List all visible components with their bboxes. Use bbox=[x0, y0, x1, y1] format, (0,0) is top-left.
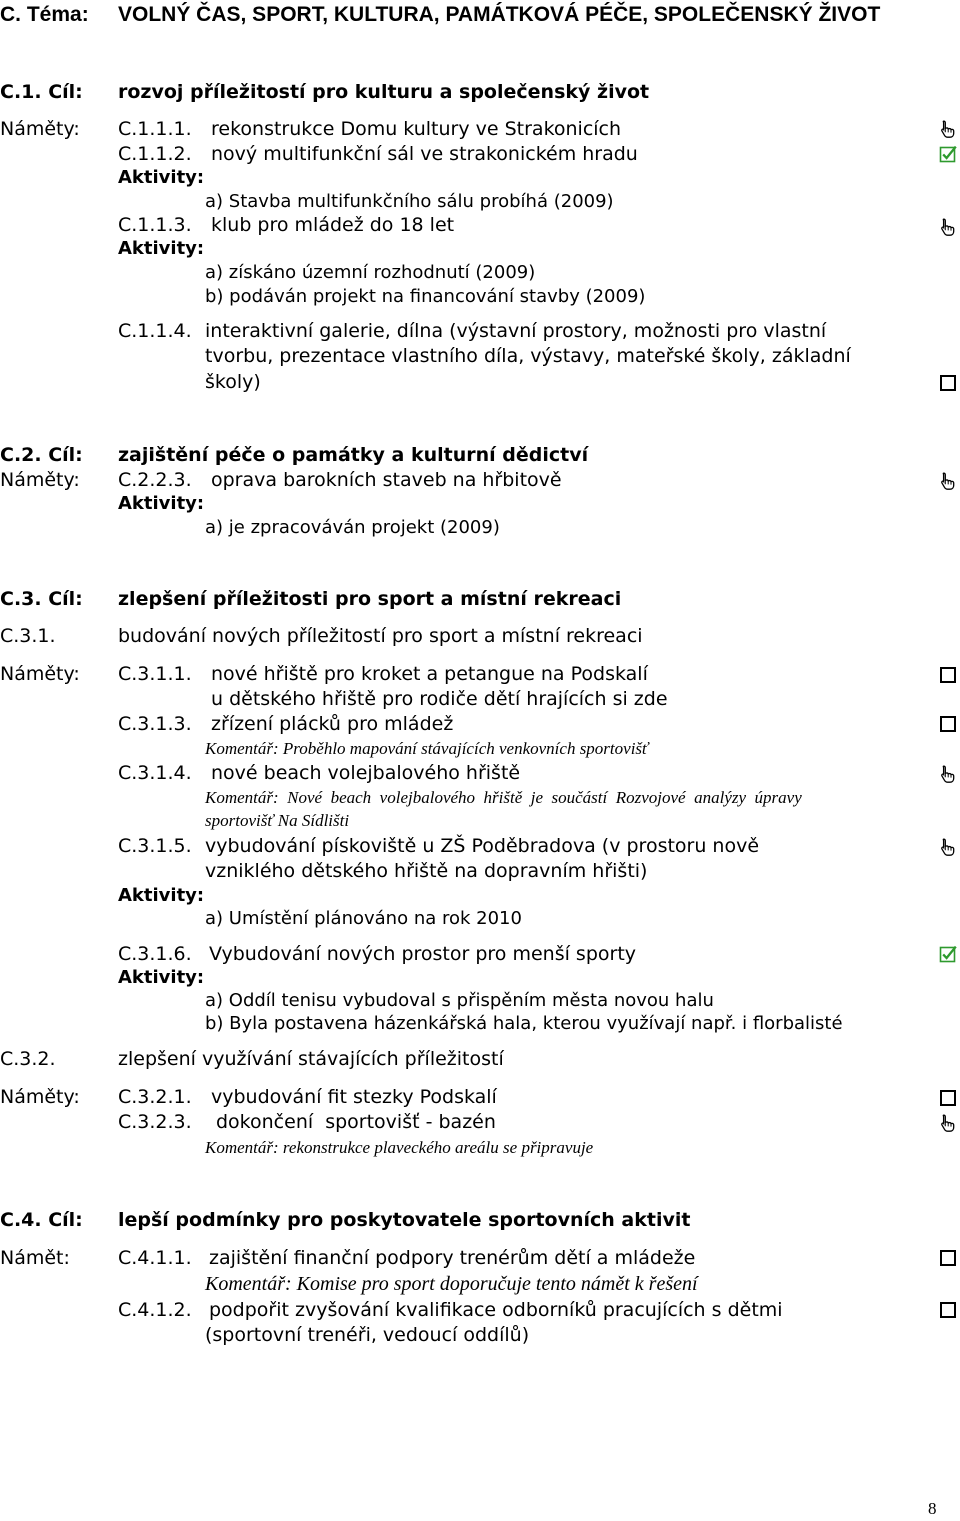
goal-c2-label: C.2. Cíl: bbox=[0, 444, 83, 466]
pointing-hand-icon bbox=[939, 472, 957, 490]
empty-checkbox-icon bbox=[939, 1301, 957, 1319]
pointing-hand-icon bbox=[939, 1114, 957, 1132]
comment-text: Komentář: Proběhlo mapování stávajících venkovních sportovišť bbox=[205, 739, 649, 758]
checked-box-icon bbox=[939, 145, 957, 163]
empty-checkbox-icon bbox=[939, 1089, 957, 1107]
activity-text: a) Oddíl tenisu vybudoval s přispěním města novou halu bbox=[205, 990, 714, 1011]
item-text-line: tvorbu, prezentace vlastního díla, výstavy, mateřské školy, základní bbox=[205, 345, 851, 367]
goal-c1-title: rozvoj příležitostí pro kulturu a společenský život bbox=[118, 81, 650, 103]
topic-label: C. Téma: bbox=[0, 3, 89, 26]
page-number: 8 bbox=[928, 1499, 937, 1518]
comment-text: sportovišť Na Sídlišti bbox=[205, 811, 350, 830]
item-text: nové beach volejbalového hřiště bbox=[211, 762, 521, 784]
item-text: oprava barokních staveb na hřbitově bbox=[211, 469, 562, 491]
pointing-hand-icon bbox=[939, 218, 957, 236]
activity-text: b) Byla postavena házenkářská hala, kterou využívají např. i florbalisté bbox=[205, 1013, 843, 1034]
item-code: C.1.1.2. bbox=[118, 143, 192, 165]
goal-c4-title: lepší podmínky pro poskytovatele sportovních aktivit bbox=[118, 1209, 691, 1231]
item-text: klub pro mládež do 18 let bbox=[211, 214, 455, 236]
item-code: C.4.1.1. bbox=[118, 1247, 192, 1269]
empty-checkbox-icon bbox=[939, 666, 957, 684]
empty-checkbox-icon bbox=[939, 1249, 957, 1267]
subgoal-code: C.3.2. bbox=[0, 1048, 56, 1070]
activity-text: a) je zpracováván projekt (2009) bbox=[205, 517, 500, 538]
item-code: C.1.1.4. bbox=[118, 320, 192, 342]
item-text-line: vybudování pískoviště u ZŠ Poděbradova (v prostoru nově bbox=[205, 835, 760, 857]
comment-text: Komentář: Nové beach volejbalového hřiště je součástí Rozvojové analýzy úpravy bbox=[205, 788, 802, 807]
goal-c3-label: C.3. Cíl: bbox=[0, 588, 83, 610]
item-text: nový multifunkční sál ve strakonickém hradu bbox=[211, 143, 638, 165]
topic-title: VOLNÝ ČAS, SPORT, KULTURA, PAMÁTKOVÁ PÉČE, SPOLEČENSKÝ ŽIVOT bbox=[118, 3, 881, 26]
activity-text: b) podáván projekt na financování stavby (2009) bbox=[205, 286, 646, 307]
activity-text: a) Umístění plánováno na rok 2010 bbox=[205, 908, 522, 929]
item-text-line: interaktivní galerie, dílna (výstavní prostory, možnosti pro vlastní bbox=[205, 320, 827, 342]
empty-checkbox-icon bbox=[939, 374, 957, 392]
pointing-hand-icon bbox=[939, 120, 957, 138]
activities-label: Aktivity: bbox=[118, 967, 205, 988]
comment-text: Komentář: rekonstrukce plaveckého areálu se připravuje bbox=[205, 1138, 594, 1157]
item-code: C.3.1.5. bbox=[118, 835, 192, 857]
themes-label: Náměty: bbox=[0, 469, 80, 491]
item-code: C.4.1.2. bbox=[118, 1299, 192, 1321]
item-text-line: podpořit zvyšování kvalifikace odborníků pracujících s dětmi bbox=[209, 1299, 783, 1321]
themes-label: Náměty: bbox=[0, 1086, 80, 1108]
subgoal-title: budování nových příležitostí pro sport a místní rekreaci bbox=[118, 625, 643, 647]
item-code: C.2.2.3. bbox=[118, 469, 192, 491]
activities-label: Aktivity: bbox=[118, 493, 205, 514]
goal-c2-title: zajištění péče o památky a kulturní dědictví bbox=[118, 444, 589, 466]
comment-text: Komentář: Komise pro sport doporučuje tento námět k řešení bbox=[205, 1273, 698, 1295]
item-text: zřízení plácků pro mládež bbox=[211, 713, 454, 735]
item-code: C.1.1.3. bbox=[118, 214, 192, 236]
item-code: C.1.1.1. bbox=[118, 118, 192, 140]
activities-label: Aktivity: bbox=[118, 238, 205, 259]
goal-c3-title: zlepšení příležitosti pro sport a místní rekreaci bbox=[118, 588, 622, 610]
item-text-line: nové hřiště pro kroket a petangue na Podskalí bbox=[211, 663, 648, 685]
item-code: C.3.2.3. bbox=[118, 1111, 192, 1133]
item-code: C.3.2.1. bbox=[118, 1086, 192, 1108]
item-text: vybudování fit stezky Podskalí bbox=[211, 1086, 497, 1108]
item-text: zajištění finanční podpory trenérům dětí a mládeže bbox=[209, 1247, 696, 1269]
themes-label: Náměty: bbox=[0, 118, 80, 140]
themes-label: Náměty: bbox=[0, 663, 80, 685]
item-text-line: u dětského hřiště pro rodiče dětí hrajících si zde bbox=[211, 688, 668, 710]
item-code: C.3.1.6. bbox=[118, 943, 192, 965]
item-text: Vybudování nových prostor pro menší sporty bbox=[209, 943, 637, 965]
activities-label: Aktivity: bbox=[118, 167, 205, 188]
activity-text: a) získáno územní rozhodnutí (2009) bbox=[205, 262, 536, 283]
empty-checkbox-icon bbox=[939, 715, 957, 733]
item-text-line: vzniklého dětského hřiště na dopravním hřišti) bbox=[205, 860, 648, 882]
pointing-hand-icon bbox=[939, 838, 957, 856]
goal-c1-label: C.1. Cíl: bbox=[0, 81, 83, 103]
item-code: C.3.1.3. bbox=[118, 713, 192, 735]
item-code: C.3.1.1. bbox=[118, 663, 192, 685]
item-text-line: (sportovní trenéři, vedoucí oddílů) bbox=[205, 1324, 530, 1346]
subgoal-code: C.3.1. bbox=[0, 625, 56, 647]
item-text: dokončení sportovišť - bazén bbox=[216, 1111, 496, 1133]
item-text-line: školy) bbox=[205, 371, 261, 393]
item-text: rekonstrukce Domu kultury ve Strakonicích bbox=[211, 118, 622, 140]
checked-box-icon bbox=[939, 945, 957, 963]
activities-label: Aktivity: bbox=[118, 885, 205, 906]
goal-c4-label: C.4. Cíl: bbox=[0, 1209, 83, 1231]
item-code: C.3.1.4. bbox=[118, 762, 192, 784]
subgoal-title: zlepšení využívání stávajících příležitostí bbox=[118, 1048, 504, 1070]
pointing-hand-icon bbox=[939, 765, 957, 783]
themes-label: Námět: bbox=[0, 1247, 70, 1269]
activity-text: a) Stavba multifunkčního sálu probíhá (2009) bbox=[205, 191, 614, 212]
